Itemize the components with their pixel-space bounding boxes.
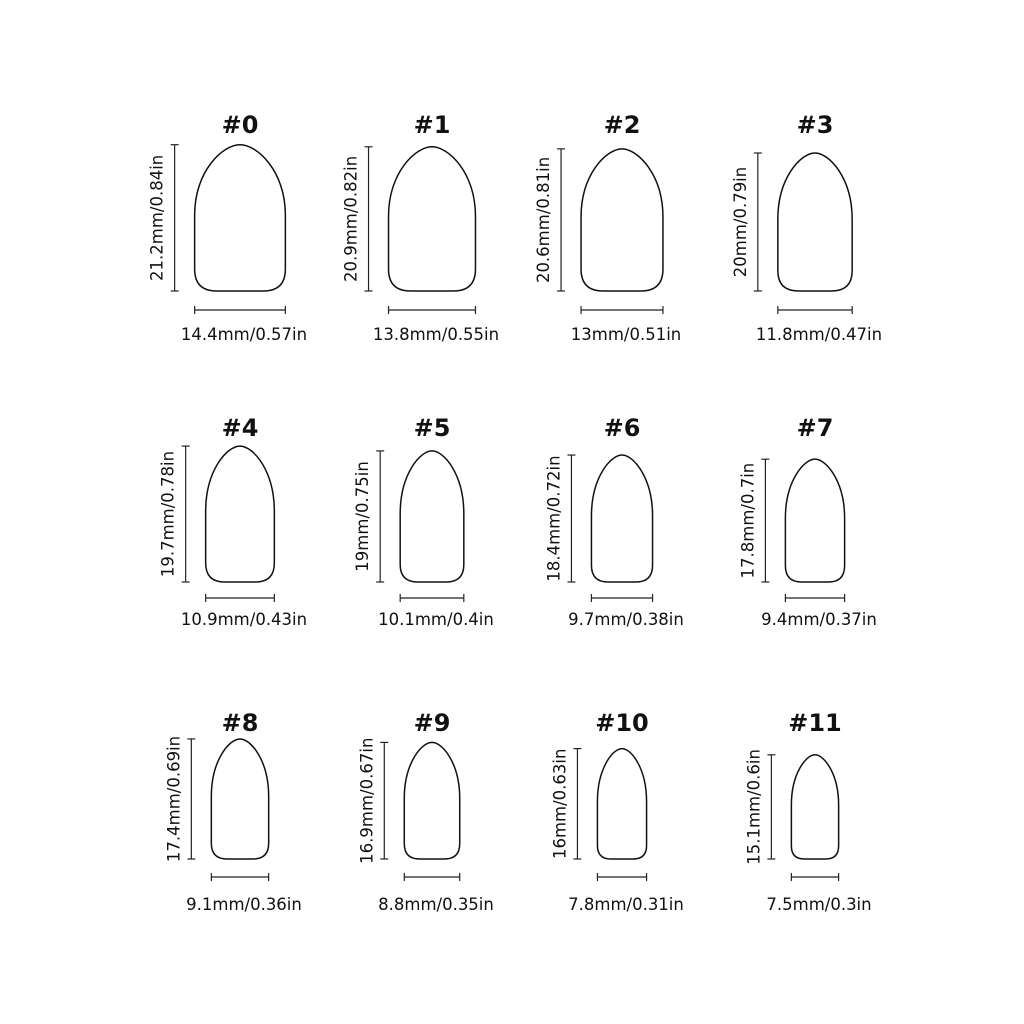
size-title: #7 bbox=[796, 414, 834, 442]
nail-item-9 bbox=[357, 709, 494, 914]
width-label: 10.1mm/0.4in bbox=[378, 610, 494, 629]
width-label: 14.4mm/0.57in bbox=[180, 325, 308, 344]
width-label: 13mm/0.51in bbox=[570, 325, 682, 344]
nail-item-6 bbox=[544, 414, 683, 629]
nail-item-4 bbox=[159, 414, 307, 629]
nail-item-0 bbox=[148, 111, 307, 344]
height-label: 18.4mm/0.72in bbox=[544, 455, 564, 582]
size-title: #8 bbox=[221, 709, 259, 737]
nail-outline bbox=[791, 755, 838, 859]
nail-outline bbox=[400, 451, 464, 582]
nail-outline bbox=[195, 145, 286, 291]
height-label: 20.9mm/0.82in bbox=[341, 155, 361, 283]
nail-outline bbox=[591, 455, 652, 582]
height-label: 15.1mm/0.6in bbox=[744, 749, 764, 865]
size-title: #10 bbox=[595, 709, 649, 737]
width-label: 9.1mm/0.36in bbox=[186, 895, 302, 914]
height-label: 21.2mm/0.84in bbox=[147, 154, 167, 281]
size-title: #2 bbox=[603, 111, 641, 139]
width-label: 11.8mm/0.47in bbox=[755, 325, 883, 344]
width-label: 10.9mm/0.43in bbox=[180, 610, 308, 629]
nail-outline bbox=[206, 446, 275, 582]
nail-outline bbox=[778, 153, 852, 291]
nail-item-10 bbox=[550, 709, 683, 914]
size-title: #11 bbox=[788, 709, 842, 737]
nail-item-11 bbox=[744, 709, 871, 914]
nail-outline bbox=[404, 742, 459, 859]
size-title: #0 bbox=[221, 111, 259, 139]
nail-item-3 bbox=[731, 111, 882, 344]
width-label: 7.5mm/0.3in bbox=[766, 895, 872, 914]
width-label: 8.8mm/0.35in bbox=[378, 895, 494, 914]
nail-outline bbox=[211, 739, 268, 859]
nail-item-2 bbox=[534, 111, 681, 344]
nail-item-8 bbox=[164, 709, 302, 914]
width-label: 9.4mm/0.37in bbox=[761, 610, 877, 629]
size-title: #3 bbox=[796, 111, 834, 139]
nail-item-7 bbox=[738, 414, 876, 629]
size-title: #5 bbox=[413, 414, 451, 442]
nail-item-1 bbox=[342, 111, 500, 344]
size-title: #6 bbox=[603, 414, 641, 442]
width-label: 7.8mm/0.31in bbox=[568, 895, 684, 914]
height-label: 20mm/0.79in bbox=[730, 166, 750, 278]
size-title: #1 bbox=[413, 111, 451, 139]
height-label: 16mm/0.63in bbox=[550, 748, 570, 860]
height-label: 17.4mm/0.69in bbox=[164, 735, 184, 863]
nail-outline bbox=[389, 147, 476, 291]
width-label: 9.7mm/0.38in bbox=[568, 610, 684, 629]
height-label: 20.6mm/0.81in bbox=[534, 156, 554, 284]
size-title: #4 bbox=[221, 414, 259, 442]
nail-item-5 bbox=[353, 414, 494, 629]
nail-outline bbox=[785, 459, 844, 582]
height-label: 16.9mm/0.67in bbox=[357, 737, 377, 864]
height-label: 19.7mm/0.78in bbox=[158, 450, 178, 578]
nail-outline bbox=[597, 749, 646, 859]
width-label: 13.8mm/0.55in bbox=[372, 325, 500, 344]
height-label: 17.8mm/0.7in bbox=[738, 462, 758, 579]
height-label: 19mm/0.75in bbox=[353, 461, 373, 572]
nail-outline bbox=[581, 149, 663, 291]
size-title: #9 bbox=[413, 709, 451, 737]
